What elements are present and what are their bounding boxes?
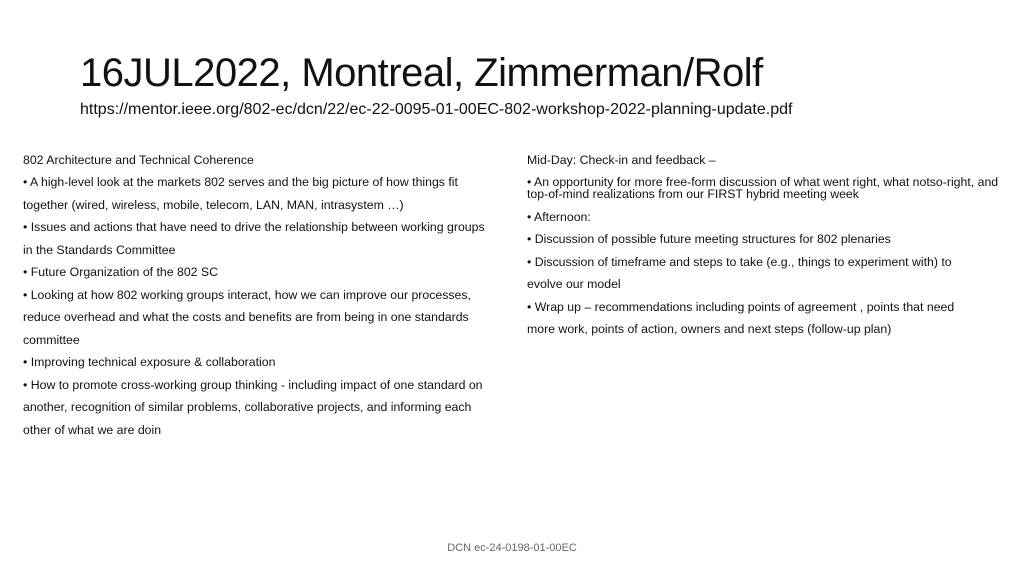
right-paragraph: evolve our model: [527, 277, 621, 291]
right-paragraph: • Afternoon:: [527, 209, 591, 224]
slide-title: 16JUL2022, Montreal, Zimmerman/Rolf: [80, 51, 763, 95]
footer-dcn: DCN ec-24-0198-01-00EC: [447, 542, 577, 554]
left-paragraph: • A high-level look at the markets 802 serves and the big picture of how things fit: [23, 175, 458, 189]
left-paragraph: • Future Organization of the 802 SC: [23, 265, 219, 279]
right-column: [527, 152, 999, 344]
right-paragraph: • Wrap up – recommendations including points of agreement , points that need: [527, 299, 955, 314]
left-paragraph: • How to promote cross-working group thinking - including impact of one standard on: [23, 377, 483, 392]
left-paragraph: committee: [23, 332, 80, 347]
left-paragraph: other of what we are doin: [23, 422, 162, 437]
left-paragraph: • Issues and actions that have need to drive the relationship between working groups: [23, 220, 485, 234]
right-paragraph: Mid-Day: Check-in and feedback –: [527, 152, 716, 167]
left-paragraph: reduce overhead and what the costs and benefits are from being in one standards: [23, 310, 469, 324]
slide-subtitle-link: https://mentor.ieee.org/802-ec/dcn/22/ec-22-0095-01-00EC-802-workshop-2022-planning-update.pdf: [80, 101, 793, 118]
right-paragraph: • Discussion of possible future meeting structures for 802 plenaries: [527, 232, 891, 246]
right-paragraph: • Discussion of timeframe and steps to take (e.g., things to experiment with) to: [527, 254, 952, 269]
right-paragraph: more work, points of action, owners and next steps (follow-up plan): [527, 322, 892, 336]
left-paragraph: together (wired, wireless, mobile, telecom, LAN, MAN, intrasystem …): [23, 197, 404, 212]
left-paragraph: 802 Architecture and Technical Coherence: [23, 152, 254, 167]
left-paragraph: • Looking at how 802 working groups interact, how we can improve our processes,: [23, 287, 471, 302]
left-paragraph: another, recognition of similar problems, collaborative projects, and informing each: [23, 400, 472, 414]
left-paragraph: in the Standards Committee: [23, 242, 176, 257]
right-paragraph: • An opportunity for more free-form discussion of what went right, what notso-right, and top-of-mind realizations from our FIRST hybrid meeting week: [527, 175, 999, 201]
left-column: [23, 152, 501, 445]
left-paragraph: • Improving technical exposure & collaboration: [23, 355, 276, 369]
